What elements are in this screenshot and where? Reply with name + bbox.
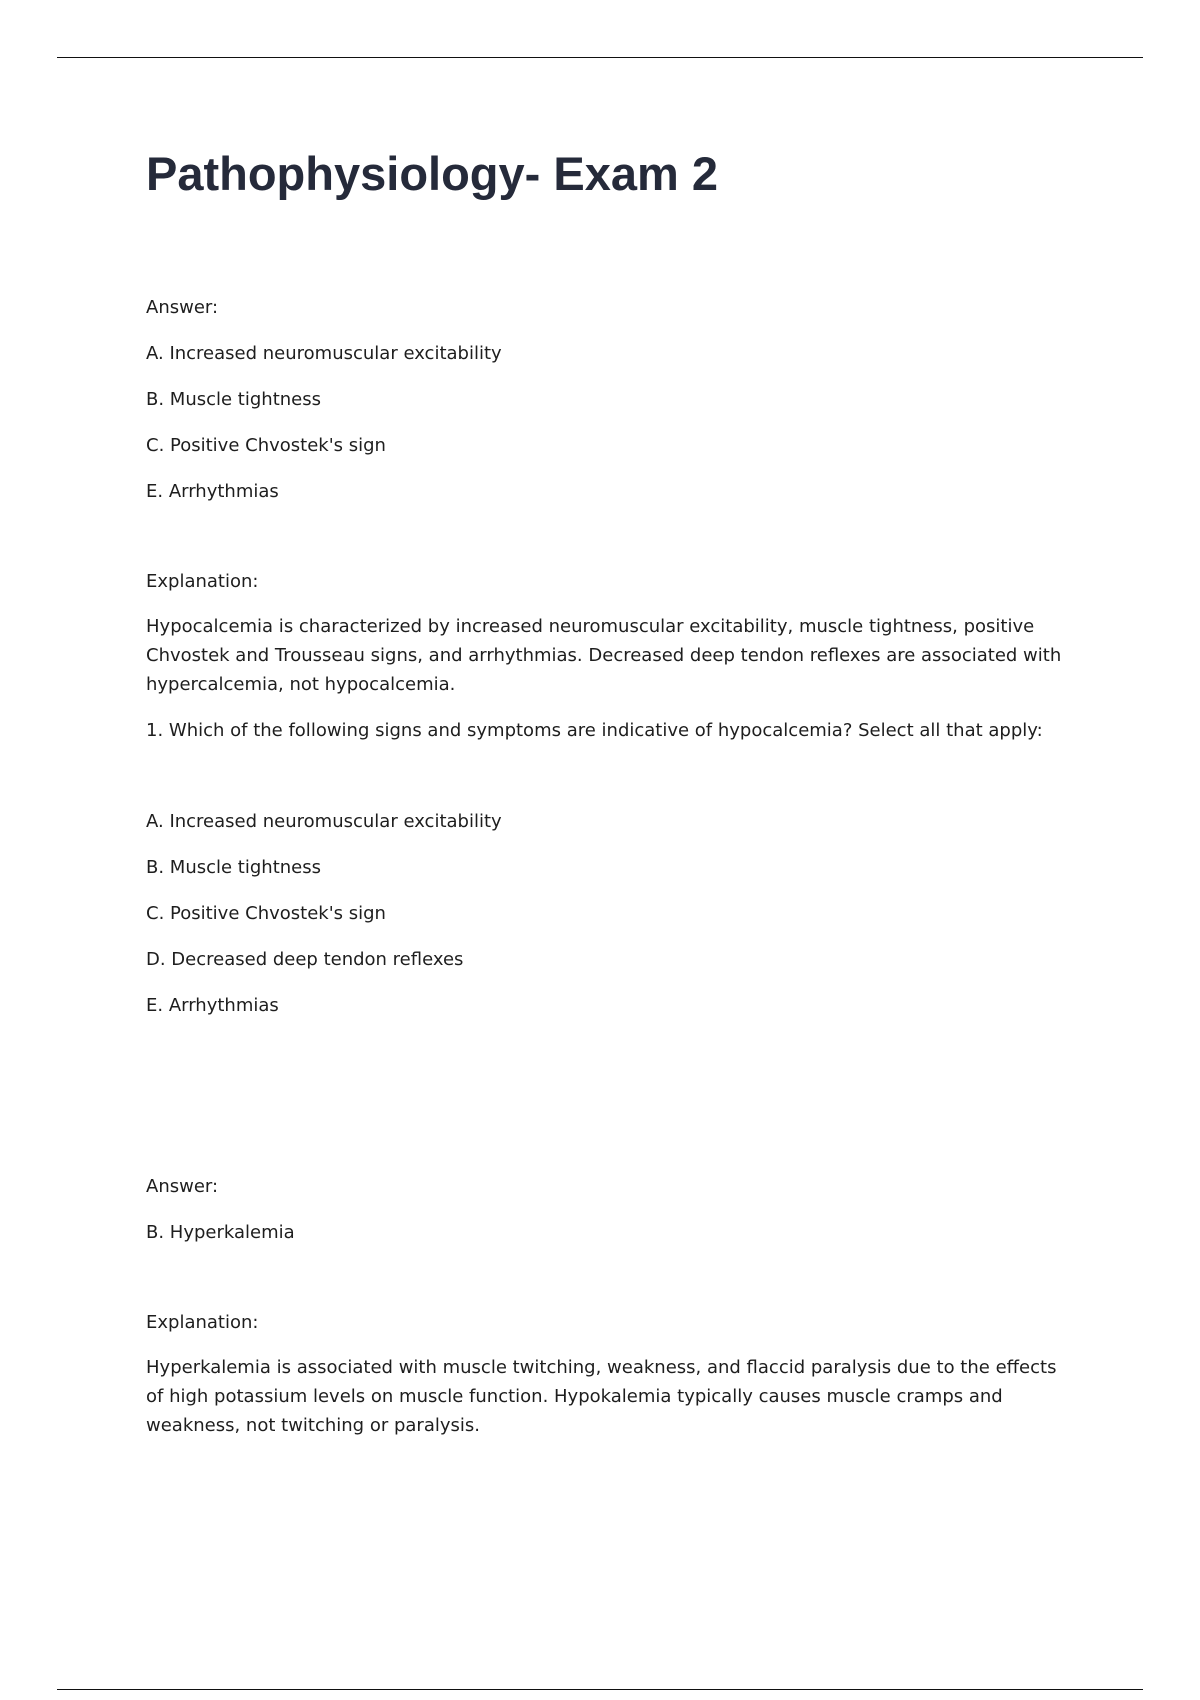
explanation-text: Hyperkalemia is associated with muscle twitching, weakness, and flaccid paralysis due to the effects of high potassium levels on muscle function. Hypokalemia typically causes muscle cramps and weakness, not twitching or paralysis. <box>146 1357 1057 1436</box>
explanation-text: Hypocalcemia is characterized by increased neuromuscular excitability, muscle tightness, positive Chvostek and Trousseau signs, and arrhythmias. Decreased deep tendon reflexes are associated with hypercalcemia, not hypocalcemia. <box>146 616 1062 695</box>
top-rule <box>57 57 1143 58</box>
explanation-label: Explanation: <box>146 1312 259 1333</box>
answer-item: B. Muscle tightness <box>146 389 321 410</box>
question-text: 1. Which of the following signs and symptoms are indicative of hypocalcemia? Select all that apply: <box>146 720 1043 741</box>
answer-label: Answer: <box>146 297 219 318</box>
question-option: E. Arrhythmias <box>146 995 279 1016</box>
question-option: D. Decreased deep tendon reflexes <box>146 949 464 970</box>
question-option: C. Positive Chvostek's sign <box>146 903 386 924</box>
answer-label: Answer: <box>146 1176 219 1197</box>
answer-item: B. Hyperkalemia <box>146 1222 295 1243</box>
question-option: B. Muscle tightness <box>146 857 321 878</box>
question-option: A. Increased neuromuscular excitability <box>146 811 502 832</box>
answer-item: C. Positive Chvostek's sign <box>146 435 386 456</box>
bottom-rule <box>57 1689 1143 1690</box>
answer-item: E. Arrhythmias <box>146 481 279 502</box>
explanation-label: Explanation: <box>146 571 259 592</box>
document-title: Pathophysiology- Exam 2 <box>146 147 718 200</box>
answer-item: A. Increased neuromuscular excitability <box>146 343 502 364</box>
